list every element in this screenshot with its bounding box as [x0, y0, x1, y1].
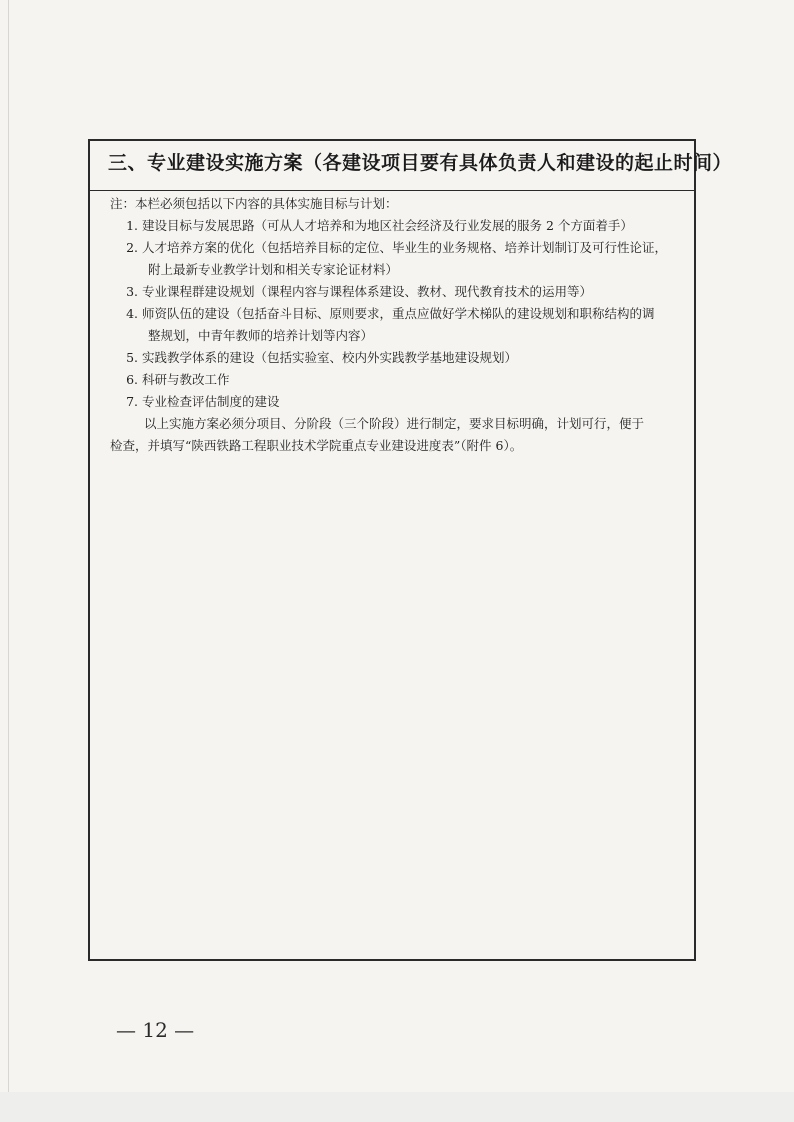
scan-edge [8, 0, 9, 1122]
notes-header: 注：本栏必须包括以下内容的具体实施目标与计划： [110, 196, 398, 211]
item-text: 专业检查评估制度的建设 [142, 394, 280, 409]
item-number: 1. [126, 218, 138, 233]
item-text: 人才培养方案的优化（包括培养目标的定位、毕业生的业务规格、培养计划制订及可行性论证， [142, 240, 668, 255]
item-text: 师资队伍的建设（包括奋斗目标、原则要求，重点应做好学术梯队的建设规划和职称结构的调 [142, 306, 655, 321]
scan-bottom-margin [0, 1092, 794, 1122]
notes-block [110, 193, 690, 457]
closing-paragraph-line: 以上实施方案必须分项目、分阶段（三个阶段）进行制定，要求目标明确，计划可行，便于 [144, 416, 645, 431]
item-number: 4. [126, 306, 138, 321]
list-item [110, 237, 690, 281]
item-number: 5. [126, 350, 138, 365]
list-item [110, 391, 690, 413]
item-text-continued: 整规划，中青年教师的培养计划等内容） [148, 328, 374, 343]
item-number: 7. [126, 394, 138, 409]
item-number: 2. [126, 240, 138, 255]
item-text: 专业课程群建设规划（课程内容与课程体系建设、教材、现代教育技术的运用等） [142, 284, 593, 299]
item-text: 实践教学体系的建设（包括实验室、校内外实践教学基地建设规划） [142, 350, 518, 365]
item-text: 科研与教改工作 [142, 372, 230, 387]
title-divider [90, 190, 694, 191]
form-frame [88, 139, 733, 961]
section-title: 三、专业建设实施方案（各建设项目要有具体负责人和建设的起止时间） [108, 152, 733, 174]
list-item [110, 369, 690, 391]
page-number: — 12 — [116, 1018, 195, 1042]
item-text: 建设目标与发展思路（可从人才培养和为地区社会经济及行业发展的服务 2 个方面着手） [142, 218, 633, 233]
closing-paragraph-line: 检查，并填写“陕西铁路工程职业技术学院重点专业建设进度表”（附件 6）。 [110, 438, 523, 453]
item-text-continued: 附上最新专业教学计划和相关专家论证材料） [148, 262, 399, 277]
item-number: 6. [126, 372, 138, 387]
list-item [110, 303, 690, 347]
list-item [110, 347, 690, 369]
list-item [110, 281, 690, 303]
item-number: 3. [126, 284, 138, 299]
list-item [110, 215, 690, 237]
